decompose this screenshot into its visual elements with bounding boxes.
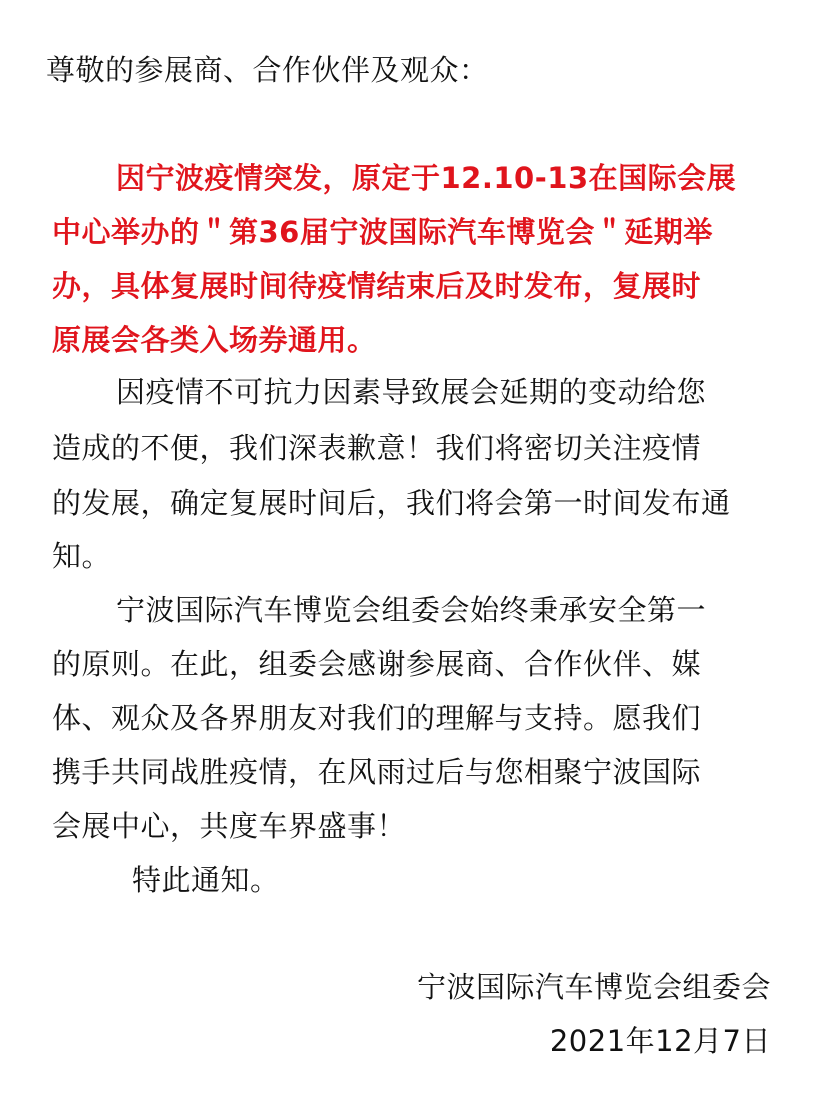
paragraph-3-line-4: 携手共同战胜疫情，在风雨过后与您相聚宁波国际 [52, 755, 702, 789]
paragraph-2-line-1: 因疫情不可抗力因素导致展会延期的变动给您 [116, 375, 707, 409]
date: 2021年12月7日 [549, 1024, 771, 1058]
paragraph-2-line-2: 造成的不便，我们深表歉意！我们将密切关注疫情 [52, 431, 702, 465]
paragraph-3-line-5: 会展中心，共度车界盛事！ [52, 809, 407, 843]
red-paragraph-line-3: 办，具体复展时间待疫情结束后及时发布，复展时 [52, 269, 702, 303]
paragraph-3-line-3: 体、观众及各界朋友对我们的理解与支持。愿我们 [52, 701, 702, 735]
red-paragraph-line-2: 中心举办的＂第36届宁波国际汽车博览会＂延期举 [52, 215, 713, 249]
paragraph-2-line-4: 知。 [52, 539, 112, 573]
closing-text: 特此通知。 [132, 863, 280, 897]
signature: 宁波国际汽车博览会组委会 [416, 970, 771, 1004]
paragraph-3-line-1: 宁波国际汽车博览会组委会始终秉承安全第一 [116, 593, 707, 627]
red-paragraph-line-4: 原展会各类入场券通用。 [52, 323, 377, 357]
red-paragraph-line-1: 因宁波疫情突发，原定于12.10-13在国际会展 [116, 161, 737, 195]
paragraph-3-line-2: 的原则。在此，组委会感谢参展商、合作伙伴、媒 [52, 647, 702, 681]
paragraph-2-line-3: 的发展，确定复展时间后，我们将会第一时间发布通 [52, 486, 731, 520]
salutation: 尊敬的参展商、合作伙伴及观众： [46, 53, 489, 87]
